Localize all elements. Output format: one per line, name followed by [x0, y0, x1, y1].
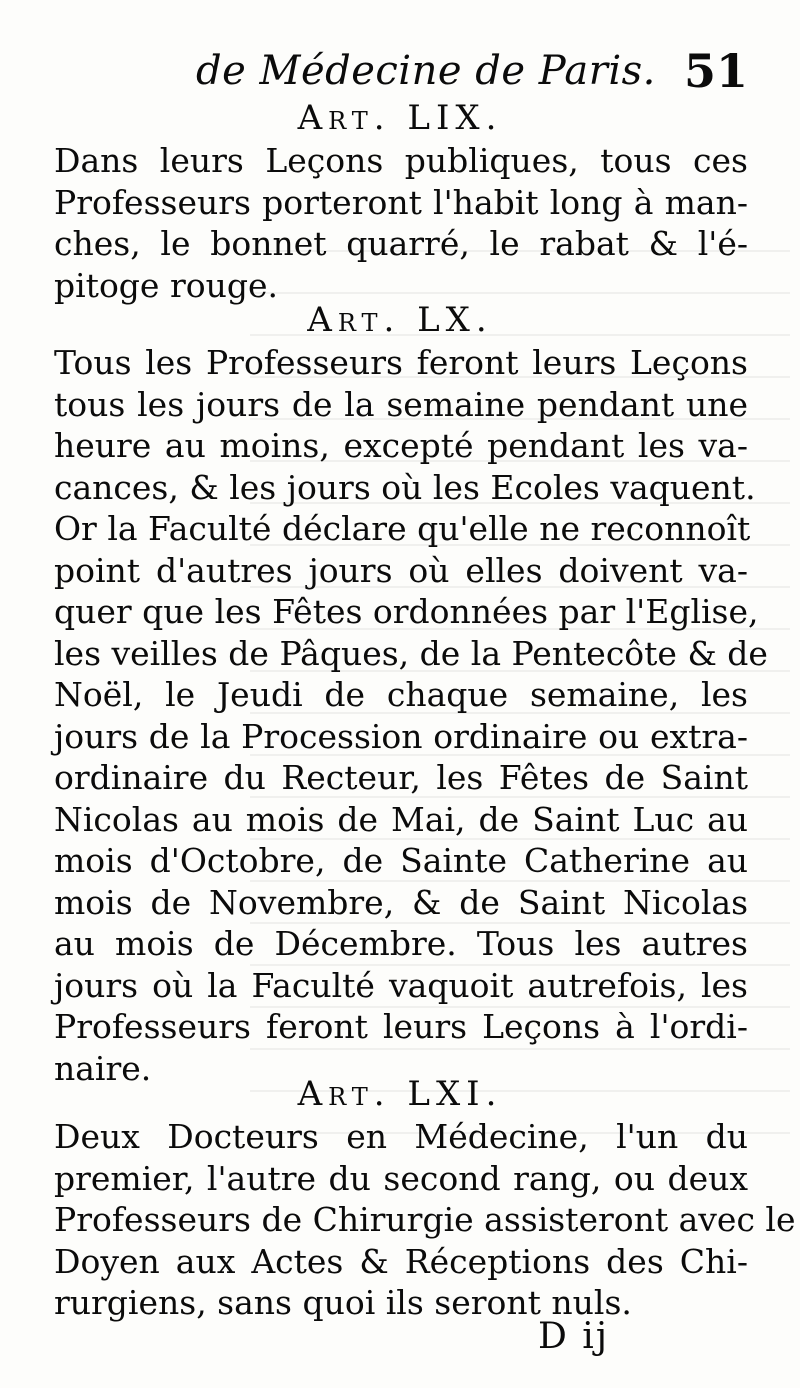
article-lx-text [54, 342, 768, 1089]
article-lxi-text [54, 1116, 796, 1324]
running-title: de Médecine de Paris. [196, 48, 656, 94]
text-line: naire. [54, 1048, 152, 1088]
text-line: Deux Docteurs en Médecine, l'un du [54, 1117, 748, 1156]
text-line: Professeurs porteront l'habit long à man- [54, 182, 748, 222]
text-line: point d'autres jours où elles doivent va- [54, 550, 748, 590]
text-line: au mois de Décembre. Tous les autres [54, 924, 748, 963]
text-line: heure au moins, excepté pendant les va- [54, 426, 748, 465]
text-line: Or la Faculté déclare qu'elle ne reconnoît [54, 509, 751, 548]
text-line: Professeurs de Chirurgie assisteront avec le [54, 1200, 796, 1239]
text-line: quer que les Fêtes ordonnées par l'Eglise, [54, 592, 759, 631]
text-line: cances, & les jours où les Ecoles vaquent. [54, 467, 756, 507]
page-header [0, 40, 800, 100]
text-line: mois de Novembre, & de Saint Nicolas [54, 882, 748, 922]
text-line: ordinaire du Recteur, les Fêtes de Saint [54, 758, 748, 797]
text-line: les veilles de Pâques, de la Pentecôte & de [54, 633, 768, 673]
text-line: Noël, le Jeudi de chaque semaine, les [54, 675, 748, 714]
signature-mark: D ij [538, 1316, 609, 1357]
text-line: premier, l'autre du second rang, ou deux [54, 1158, 748, 1198]
article-title-lix: Art. LIX. [297, 98, 503, 138]
article-title-lx: Art. LX. [307, 300, 493, 340]
text-line: tous les jours de la semaine pendant une [54, 384, 748, 424]
text-line: mois d'Octobre, de Sainte Catherine au [54, 841, 748, 880]
text-line: jours où la Faculté vaquoit autrefois, les [54, 965, 748, 1005]
text-line: Dans leurs Leçons publiques, tous ces [54, 141, 748, 180]
article-title-lxi: Art. LXI. [297, 1074, 503, 1114]
text-line: pitoge rouge. [54, 265, 278, 305]
text-line: Tous les Professeurs feront leurs Leçons [54, 343, 748, 382]
text-line: Nicolas au mois de Mai, de Saint Luc au [54, 799, 748, 839]
text-line: jours de la Procession ordinaire ou extra- [54, 716, 748, 756]
article-lix-text [54, 140, 748, 306]
text-line: rurgiens, sans quoi ils seront nuls. [54, 1283, 632, 1322]
text-line: Professeurs feront leurs Leçons à l'ordi- [54, 1007, 748, 1046]
text-line: Doyen aux Actes & Réceptions des Chi- [54, 1241, 748, 1281]
text-line: ches, le bonnet quarré, le rabat & l'é- [54, 224, 748, 263]
page-number: 51 [684, 44, 749, 98]
